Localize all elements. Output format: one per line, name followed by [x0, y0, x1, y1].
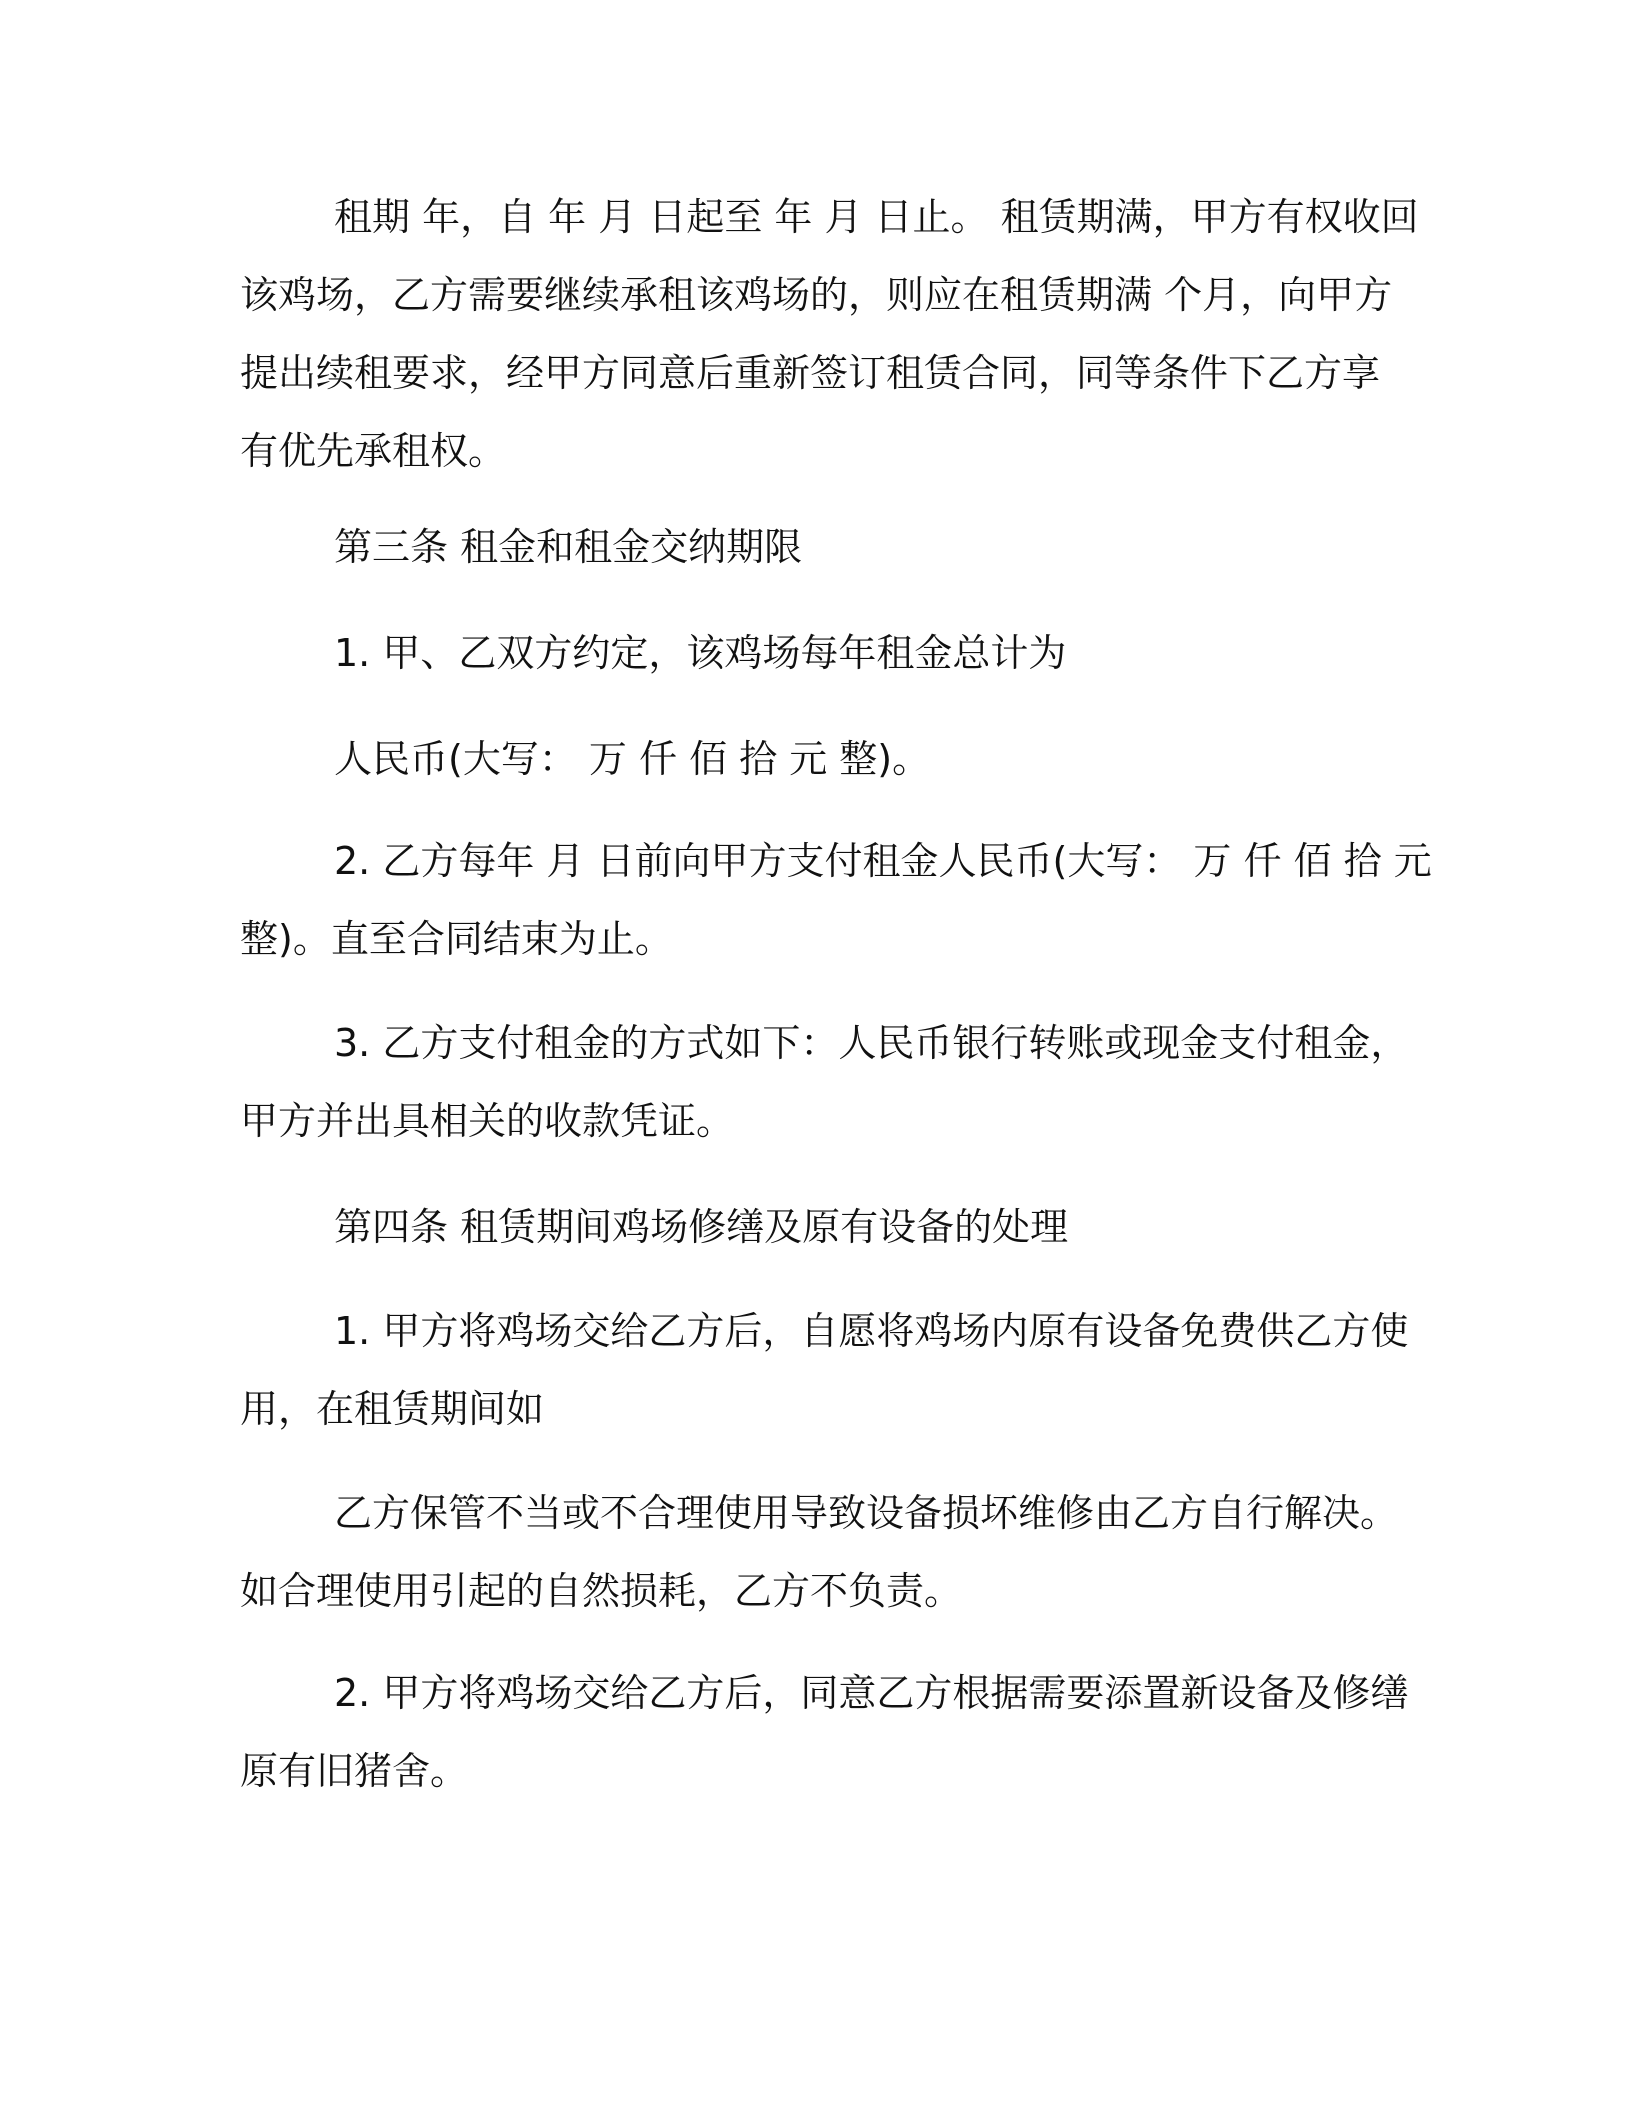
paragraph-payment-method	[240, 1004, 1409, 1160]
text-line: 提出续租要求，经甲方同意后重新签订租赁合同，同等条件下乙方享	[240, 351, 1381, 395]
text-line: 第四条 租赁期间鸡场修缮及原有设备的处理	[334, 1205, 1069, 1249]
text-line: 3. 乙方支付租金的方式如下：人民币银行转账或现金支付租金，	[334, 1021, 1409, 1065]
text-line: 原有旧猪舍。	[240, 1749, 469, 1793]
paragraph-rent-total	[240, 614, 1380, 692]
paragraph-equipment-use	[240, 1292, 1409, 1448]
article-3-heading	[240, 508, 1380, 586]
text-line: 第三条 租金和租金交纳期限	[334, 525, 803, 569]
text-line: 乙方保管不当或不合理使用导致设备损坏维修由乙方自行解决。	[334, 1491, 1399, 1535]
paragraph-rent-amount	[240, 720, 1380, 798]
paragraph-lease-term	[240, 178, 1419, 490]
text-line: 2. 乙方每年 月 日前向甲方支付租金人民币(大写： 万 仟 佰 拾 元	[334, 839, 1432, 883]
text-line: 整)。直至合同结束为止。	[240, 917, 673, 961]
article-4-heading	[240, 1188, 1380, 1266]
text-line: 有优先承租权。	[240, 429, 507, 473]
paragraph-equipment-damage	[240, 1474, 1399, 1630]
text-line: 人民币(大写： 万 仟 佰 拾 元 整)。	[334, 737, 931, 781]
text-line: 租期 年，自 年 月 日起至 年 月 日止。 租赁期满，甲方有权收回	[334, 195, 1419, 239]
text-line: 用，在租赁期间如	[240, 1387, 545, 1431]
paragraph-new-equipment	[240, 1654, 1409, 1810]
text-line: 该鸡场，乙方需要继续承租该鸡场的，则应在租赁期满 个月，向甲方	[240, 273, 1393, 317]
paragraph-payment-date	[240, 822, 1432, 978]
text-line: 1. 甲、乙双方约定，该鸡场每年租金总计为	[334, 631, 1067, 675]
text-line: 1. 甲方将鸡场交给乙方后，自愿将鸡场内原有设备免费供乙方使	[334, 1309, 1409, 1353]
text-line: 2. 甲方将鸡场交给乙方后，同意乙方根据需要添置新设备及修缮	[334, 1671, 1409, 1715]
text-line: 如合理使用引起的自然损耗，乙方不负责。	[240, 1569, 963, 1613]
text-line: 甲方并出具相关的收款凭证。	[240, 1099, 735, 1143]
